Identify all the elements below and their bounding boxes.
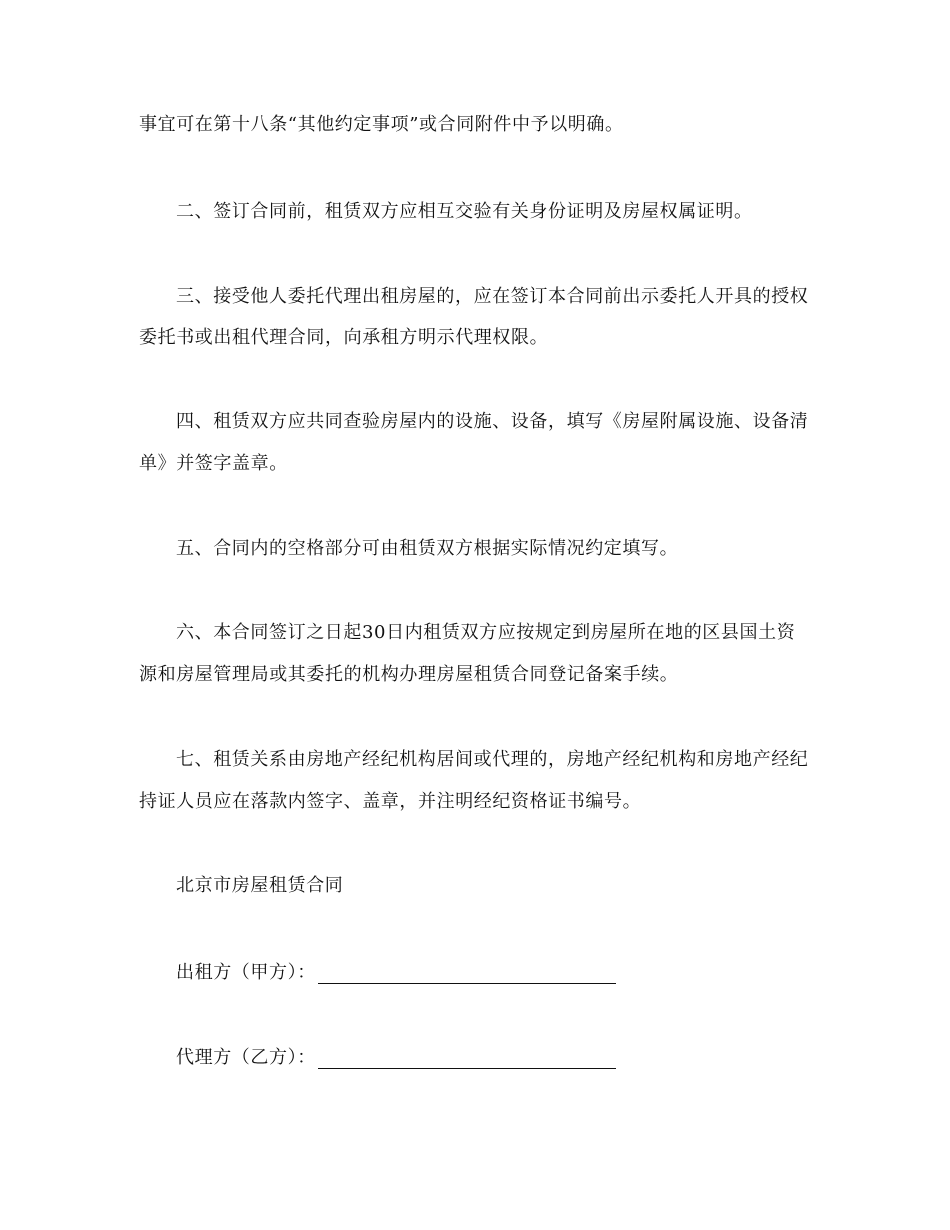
- paragraph-2-line-1: 二、签订合同前，租赁双方应相互交验有关身份证明及房屋权属证明。: [176, 201, 753, 222]
- agent-label: 代理方（乙方）：: [176, 1047, 316, 1068]
- paragraph-7-line-1: 七、租赁关系由房地产经纪机构居间或代理的，房地产经纪机构和房地产经纪: [176, 749, 809, 770]
- agent-row: [176, 1046, 616, 1069]
- paragraph-6-line-1: 六、本合同签订之日起30日内租赁双方应按规定到房屋所在地的区县国土资: [176, 622, 796, 643]
- paragraph-4-line-1: 四、租赁双方应共同查验房屋内的设施、设备，填写《房屋附属设施、设备清: [176, 411, 809, 432]
- paragraph-7-line-2: 持证人员应在落款内签字、盖章，并注明经纪资格证书编号。: [139, 791, 642, 812]
- paragraph-1-line-1: 事宜可在第十八条“其他约定事项”或合同附件中予以明确。: [139, 114, 624, 135]
- agent-blank-field[interactable]: [318, 1046, 616, 1069]
- paragraph-6-line-2: 源和房屋管理局或其委托的机构办理房屋租赁合同登记备案手续。: [139, 664, 679, 685]
- lessor-label: 出租方（甲方）：: [176, 962, 316, 983]
- paragraph-5-line-1: 五、合同内的空格部分可由租赁双方根据实际情况约定填写。: [176, 538, 679, 559]
- paragraph-4-line-2: 单》并签字盖章。: [139, 453, 288, 474]
- paragraph-3-line-2: 委托书或出租代理合同，向承租方明示代理权限。: [139, 327, 549, 348]
- lessor-blank-field[interactable]: [318, 961, 616, 984]
- contract-title: 北京市房屋租赁合同: [176, 875, 344, 896]
- lessor-row: [176, 961, 616, 984]
- paragraph-3-line-1: 三、接受他人委托代理出租房屋的，应在签订本合同前出示委托人开具的授权: [176, 286, 809, 307]
